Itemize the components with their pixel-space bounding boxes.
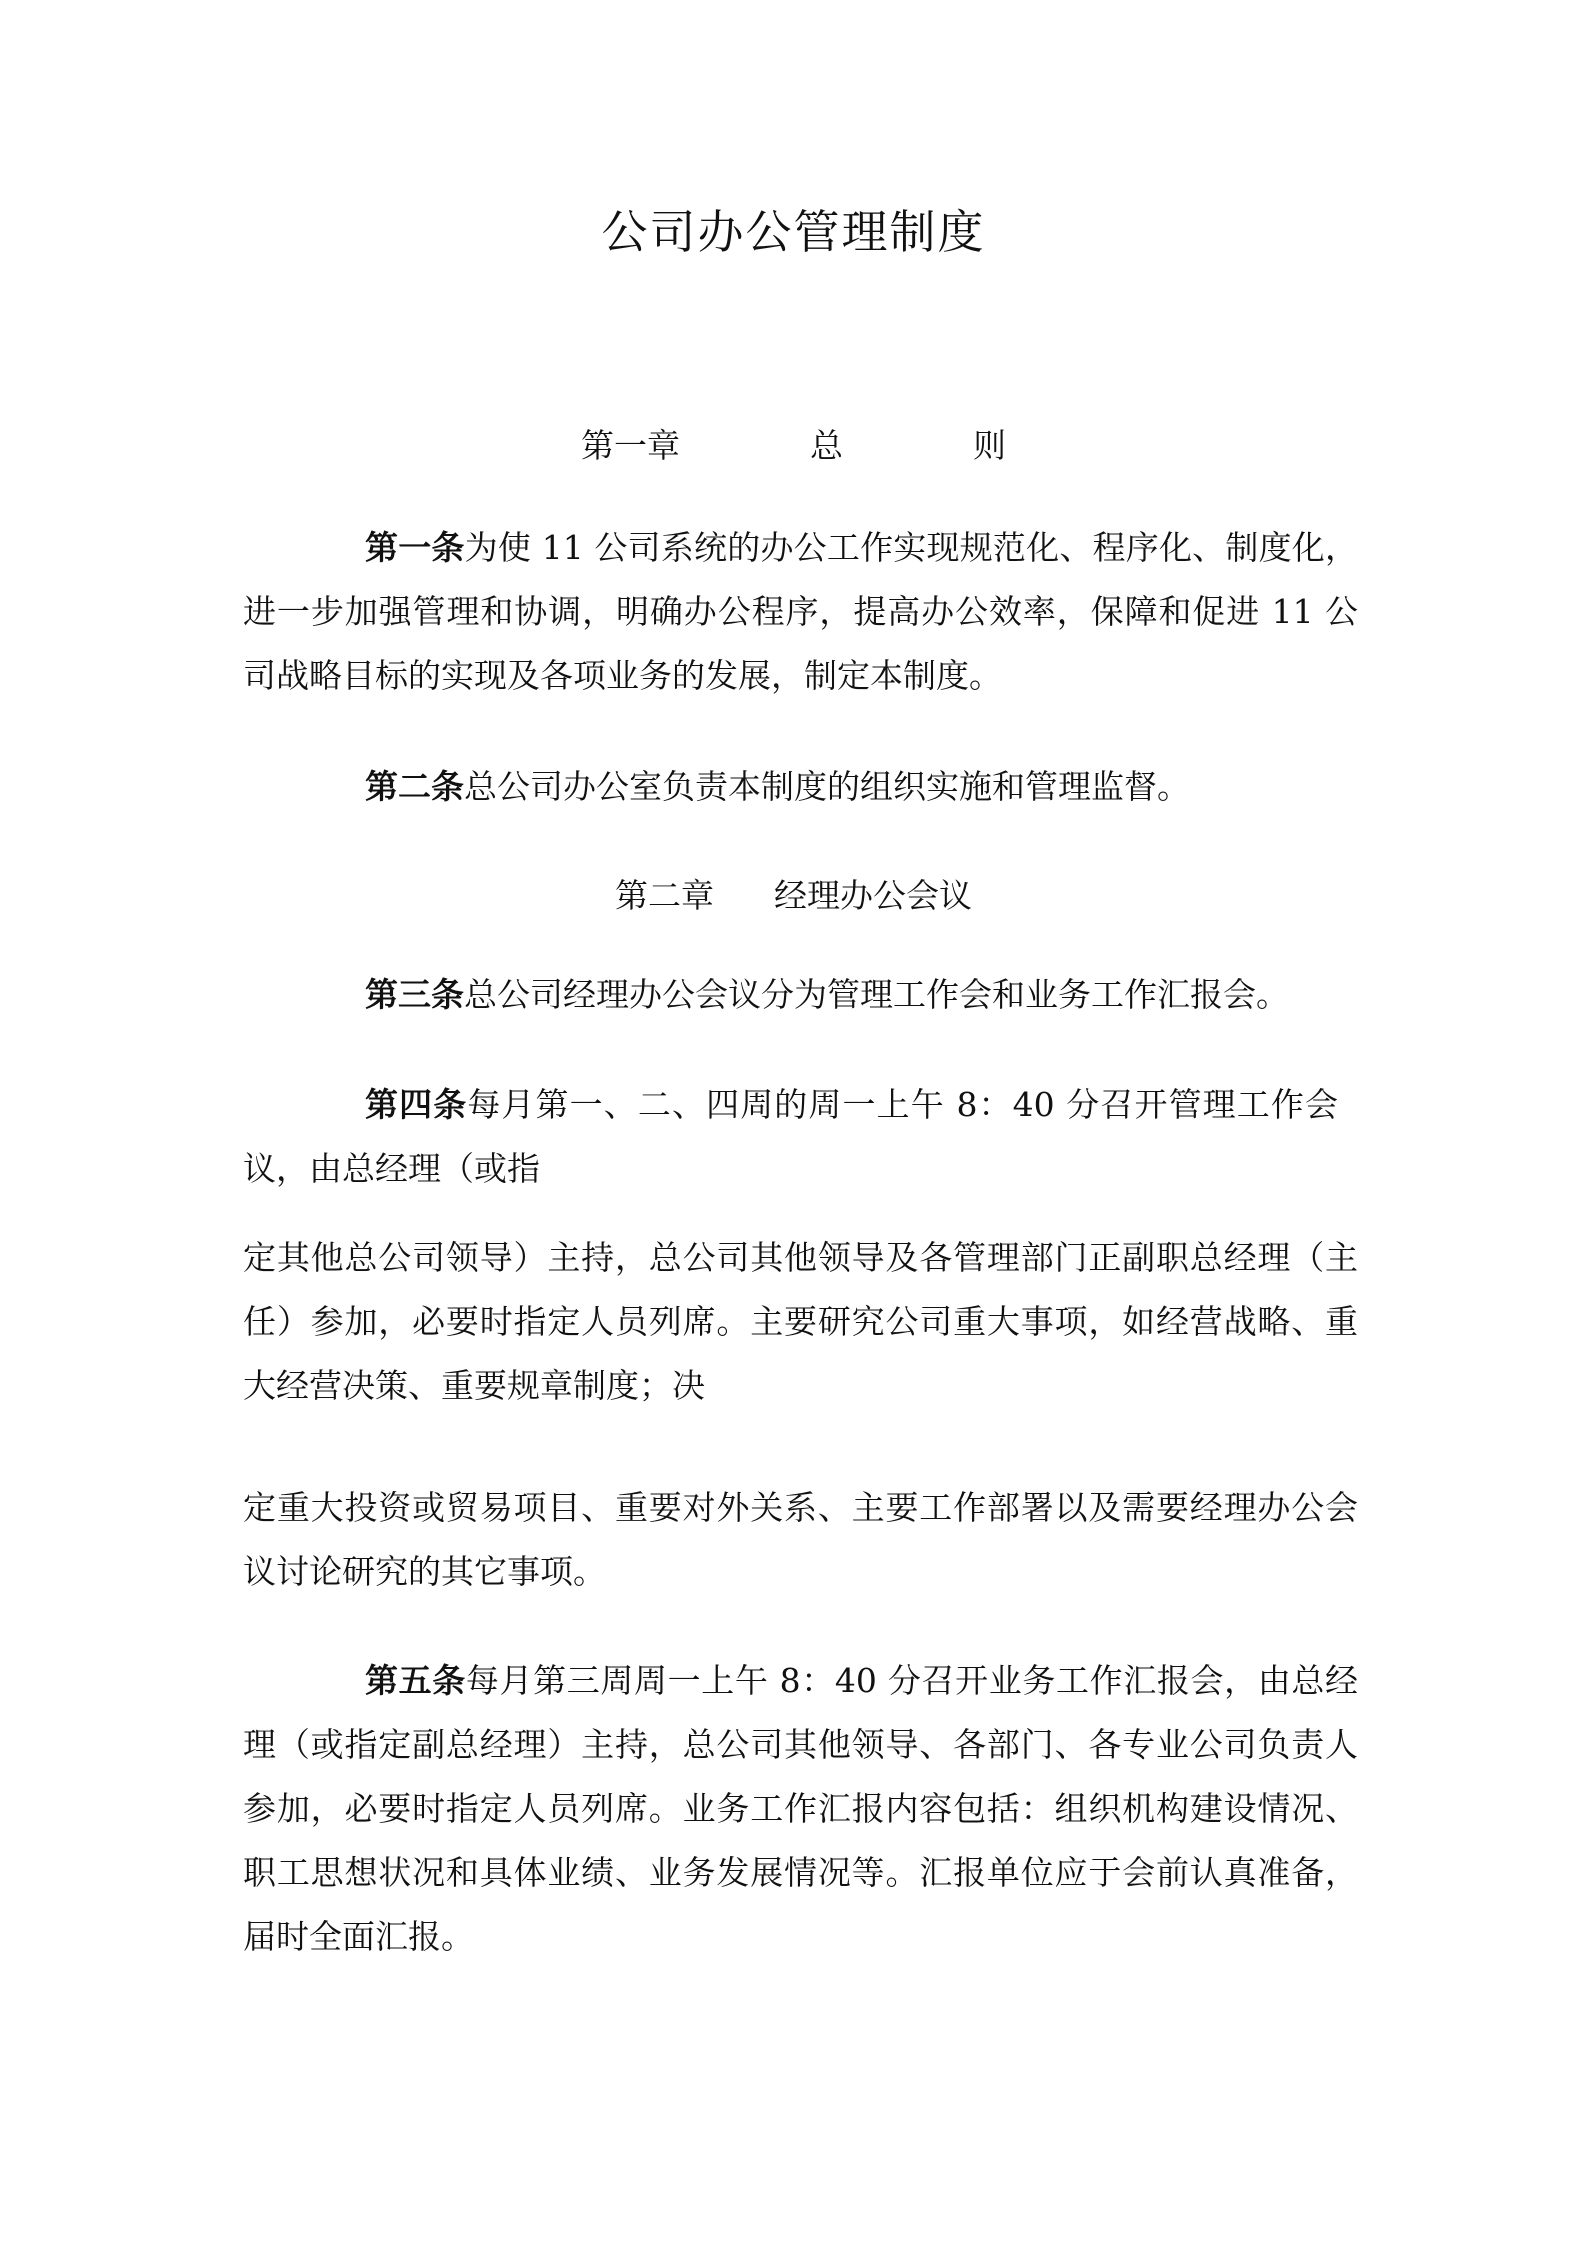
- article-3: [243, 963, 1358, 1027]
- article-4-continuation-2: 定重大投资或贸易项目、重要对外关系、主要工作部署以及需要经理办公会议讨论研究的其它事项。: [243, 1488, 1358, 1591]
- article-4-continuation-1: 定其他总公司领导）主持，总公司其他领导及各管理部门正副职总经理（主任）参加，必要时指定人员列席。主要研究公司重大事项，如经营战略、重大经营决策、重要规章制度；决: [243, 1238, 1358, 1405]
- chapter-2-name: 经理办公会议: [774, 876, 972, 915]
- article-2: [243, 755, 1358, 819]
- chapter-1-number: 第一章: [581, 426, 680, 465]
- article-1: [243, 516, 1358, 708]
- chapter-1-word-2: 则: [973, 426, 1006, 465]
- article-2-text: 总公司办公室负责本制度的组织实施和管理监督。: [464, 767, 1190, 806]
- chapter-2-heading: [0, 870, 1587, 917]
- article-3-text: 总公司经理办公会议分为管理工作会和业务工作汇报会。: [464, 975, 1289, 1014]
- article-2-lead: 第二条: [365, 767, 464, 806]
- article-5-text: 每月第三周周一上午 8：40 分召开业务工作汇报会，由总经理（或指定副总经理）主持，总公司其他领导、各部门、各专业公司负责人参加，必要时指定人员列席。业务工作汇报内容包括：组织机构建设情况、职工思想状况和具体业绩、业务发展情况等。汇报单位应于会前认真准备，届时全面汇报。: [243, 1661, 1359, 1956]
- article-3-lead: 第三条: [365, 975, 464, 1014]
- chapter-1-heading: [0, 420, 1587, 467]
- article-1-text: 为使 11 公司系统的办公工作实现规范化、程序化、制度化，进一步加强管理和协调，明确办公程序，提高办公效率，保障和促进 11 公司战略目标的实现及各项业务的发展，制定本制度。: [243, 528, 1358, 695]
- article-4-text: 每月第一、二、四周的周一上午 8：40 分召开管理工作会议，由总经理（或指: [243, 1085, 1339, 1188]
- article-4-lead: 第四条: [365, 1085, 468, 1124]
- article-1-lead: 第一条: [365, 528, 465, 567]
- chapter-1-word-1: 总: [810, 426, 843, 465]
- article-5-lead: 第五条: [365, 1661, 466, 1700]
- chapter-2-number: 第二章: [615, 876, 714, 915]
- article-4: [243, 1073, 1338, 1201]
- article-5: [243, 1649, 1358, 1969]
- page-title: 公司办公管理制度: [601, 205, 986, 259]
